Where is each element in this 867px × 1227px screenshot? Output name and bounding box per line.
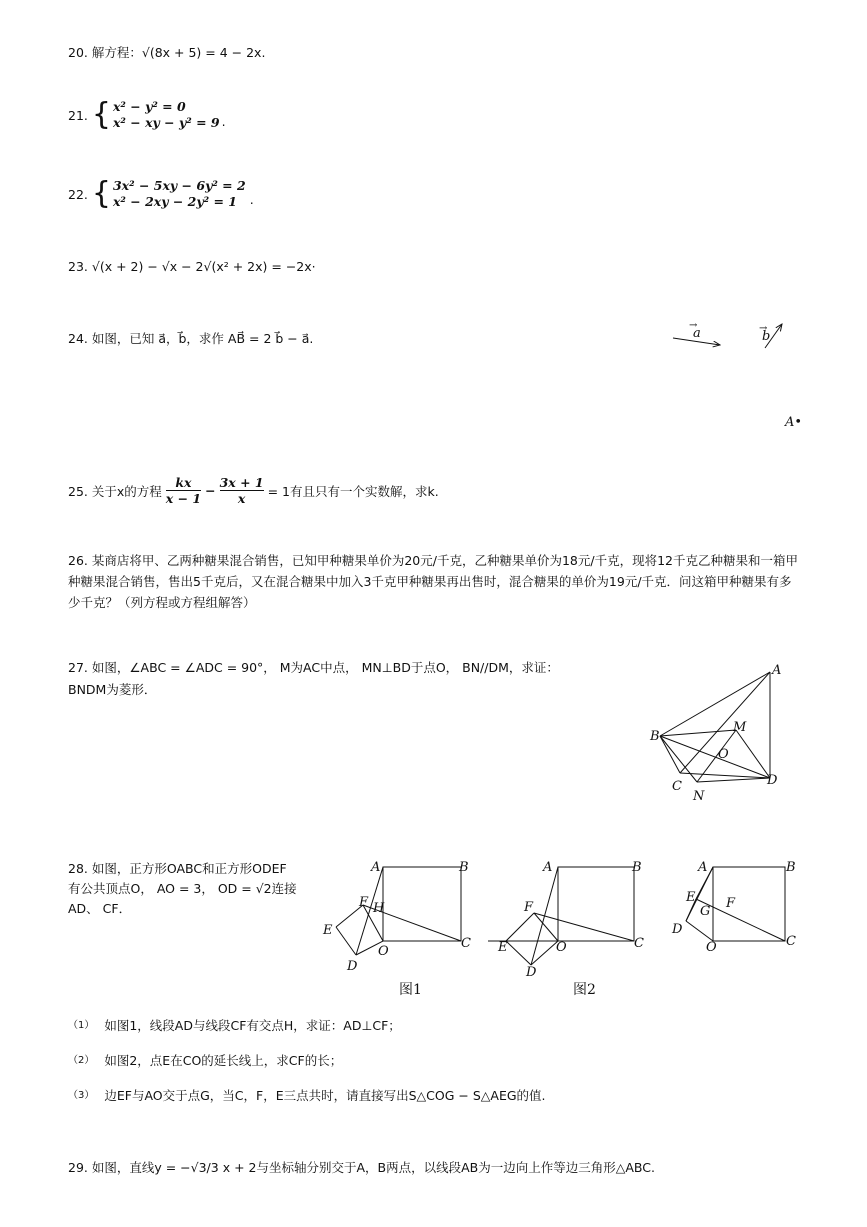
fraction-2-denominator: x <box>237 491 246 506</box>
problem-23 <box>68 259 316 274</box>
sub-text: 如图1，线段AD与线段CF有交点H，求证：AD⊥CF； <box>104 1018 401 1033</box>
label-b: B <box>786 860 796 875</box>
label-a: A <box>772 663 782 678</box>
label-n: N <box>693 789 705 804</box>
fraction-2 <box>220 475 264 506</box>
equation-system <box>113 178 246 210</box>
problem-23-text: 23. √(x + 2) − √x − 2√(x² + 2x) = −2x· <box>68 259 316 274</box>
label-a: A <box>371 860 381 875</box>
label-e: E <box>323 923 333 938</box>
problem-26-text: 26. 某商店将甲、乙两种糖果混合销售，已知甲种糖果单价为20元/千克，乙种糖果单价为18元/千克，现将12千克乙种糖果和一箱甲种糖果混合销售，售出5千克后，又在混合糖果中加入3千克甲种糖果再出售时，混合糖果的单价为19元/千克．问这箱甲种糖果有多少千克？（列方程或方程组解答） <box>68 553 798 610</box>
label-f: F <box>359 895 369 910</box>
label-a: A <box>698 860 708 875</box>
label-f: F <box>524 900 534 915</box>
problem-24 <box>68 329 313 347</box>
problem-24-text: 24. 如图，已知 a⃗，b⃗，求作 AB⃗ = 2 b⃗ − a⃗. <box>68 331 314 346</box>
problem-25-text-before: 25. 关于x的方程 <box>68 483 162 499</box>
equation-system <box>113 99 220 131</box>
brace-icon: { <box>91 176 111 211</box>
square-figure-3 <box>668 855 808 955</box>
equation-2: x² − xy − y² = 9 <box>112 115 220 130</box>
problem-28-sub-3 <box>68 1086 546 1104</box>
label-b: B <box>632 860 642 875</box>
label-b: B <box>650 729 660 744</box>
problem-22 <box>68 178 254 210</box>
vector-figure <box>665 318 805 438</box>
fraction-2-numerator: 3x + 1 <box>219 475 264 490</box>
problem-27 <box>68 657 559 701</box>
sub-number: （1） <box>68 1020 95 1031</box>
minus-sign: − <box>205 483 216 498</box>
square-figure-2 <box>488 855 653 980</box>
figure-2-caption: 图2 <box>573 982 596 998</box>
sub-number: （3） <box>68 1090 95 1101</box>
problem-21 <box>68 99 226 131</box>
problem-20-text: 20. 解方程：√(8x + 5) = 4 − 2x. <box>68 45 266 60</box>
label-o: O <box>718 747 729 762</box>
label-e: E <box>498 940 508 955</box>
end-period: . <box>221 113 226 129</box>
problem-21-number: 21. <box>68 107 88 123</box>
problem-28 <box>68 859 297 919</box>
label-o: O <box>556 940 567 955</box>
brace-icon: { <box>91 97 111 132</box>
label-c: C <box>634 936 644 951</box>
label-e: E <box>686 890 696 905</box>
vector-a-label: a <box>693 326 701 341</box>
label-m: M <box>733 720 747 735</box>
label-d: D <box>672 922 683 937</box>
vector-arrow-icon: → <box>689 320 698 331</box>
fraction-1-denominator: x − 1 <box>165 491 202 506</box>
problem-20 <box>68 43 265 61</box>
sub-text: 边EF与AO交于点G，当C，F，E三点共时，请直接写出S△COG − S△AEG的值. <box>104 1088 546 1103</box>
label-d: D <box>767 773 778 788</box>
label-d: D <box>347 959 358 974</box>
vector-b-label: b <box>762 329 771 344</box>
problem-28-sub-1 <box>68 1016 401 1034</box>
label-b: B <box>459 860 469 875</box>
problem-29 <box>68 1158 655 1176</box>
problem-27-line2: BNDM为菱形． <box>68 682 157 697</box>
label-o: O <box>378 944 389 959</box>
sub-number: （2） <box>68 1055 95 1066</box>
problem-28-line1: 28. 如图，正方形OABC和正方形ODEF <box>68 861 287 876</box>
label-g: G <box>700 904 711 919</box>
end-period: . <box>249 191 254 207</box>
problem-22-number: 22. <box>68 186 88 202</box>
equation-2: x² − 2xy − 2y² = 1 <box>112 194 237 209</box>
problem-29-text: 29. 如图，直线y = −√3/3 x + 2与坐标轴分别交于A，B两点，以线段AB为一边向上作等边三角形△ABC. <box>68 1160 655 1175</box>
problem-25-text-after: = 1有且只有一个实数解，求k. <box>267 483 439 499</box>
fraction-1 <box>166 475 201 506</box>
problem-28-line3: AD、 CF． <box>68 901 132 916</box>
label-f: F <box>726 896 736 911</box>
label-c: C <box>786 934 796 949</box>
problem-27-line1: 27. 如图，∠ABC = ∠ADC = 90°， M为AC中点， MN⊥BD于点O， BN//DM，求证： <box>68 660 559 675</box>
square-figure-1 <box>318 855 478 980</box>
problem-28-sub-2 <box>68 1051 342 1069</box>
figure-1-caption: 图1 <box>399 982 422 998</box>
equation-1: x² − y² = 0 <box>112 99 186 114</box>
problem-25 <box>68 475 439 506</box>
problem-26 <box>68 550 803 613</box>
label-c: C <box>461 936 471 951</box>
label-a: A <box>543 860 553 875</box>
label-h: H <box>373 901 385 916</box>
equation-1: 3x² − 5xy − 6y² = 2 <box>112 178 246 193</box>
point-a-label: A• <box>785 415 803 430</box>
label-c: C <box>672 779 682 794</box>
rhombus-figure <box>640 660 800 805</box>
problem-28-line2: 有公共顶点O， AO = 3， OD = √2连接 <box>68 881 297 896</box>
sub-text: 如图2，点E在CO的延长线上，求CF的长； <box>104 1053 343 1068</box>
label-d: D <box>526 965 537 980</box>
fraction-1-numerator: kx <box>175 475 192 490</box>
label-o: O <box>706 940 717 955</box>
vector-arrow-icon: → <box>759 323 768 334</box>
